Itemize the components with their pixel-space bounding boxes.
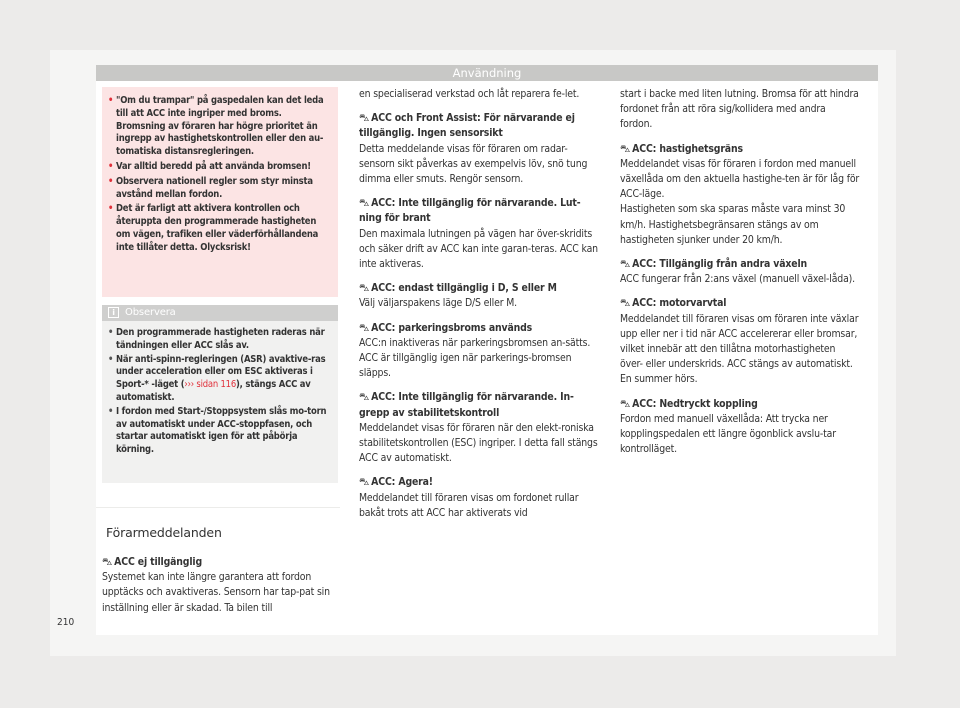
message-text: Välj väljarspakens läge D/S eller M. [359, 297, 517, 310]
message-text: Meddelandet till föraren visas om föraren inte växlar upp eller ner i tid när ACC accelererar eller bromsar, vilket innebär att den tillåtna motorhastigheten över- eller underskrids. ACC stängs av automatiskt. En summer hörs. [620, 312, 859, 386]
note-item: • I fordon med Start-/Stoppsystem slås mo-torn av automatiskt under ACC-stoppfasen, och startar automatiskt igen för att påbörja körning. [108, 406, 332, 457]
message-heading: ACC: parkeringsbroms används [371, 321, 533, 334]
message-heading: ACC: Nedtryckt koppling [632, 397, 758, 410]
car-warning-icon: ⛍ [359, 477, 370, 489]
warning-item: • "Om du trampar" på gaspedalen kan det leda till att ACC inte ingriper med broms. Bromsning av föraren har högre prioritet än ingrepp av hastighetskontrollen eller den au-tomatiska distansregleringen. [108, 95, 332, 159]
message-heading: ACC: hastighetsgräns [632, 142, 743, 155]
warning-item: • Observera nationell regler som styr minsta avstånd mellan fordon. [108, 176, 332, 202]
column-3 [620, 87, 860, 457]
message-text: Den maximala lutningen på vägen har över-skridits och säker drift av ACC kan inte garan-teras. ACC kan inte aktiveras. [359, 227, 598, 271]
note-item [108, 354, 332, 405]
message-text: ACC fungerar från 2:ans växel (manuell växel-låda). [620, 273, 855, 286]
column-2 [359, 87, 599, 521]
warning-item: • Det är farligt att aktivera kontrollen och återuppta den programmerade hastigheten om vägen, trafiken eller väderförhållandena inte tillåter detta. Olycksrisk! [108, 203, 332, 254]
message-text: Hastigheten som ska sparas måste vara minst 30 km/h. Hastighetsbegränsaren stängs av om hastigheten sjunker under 20 km/h. [620, 203, 846, 246]
car-warning-icon: ⛍ [359, 283, 370, 295]
car-warning-icon: ⛍ [359, 113, 370, 125]
section-divider [96, 507, 340, 508]
message-text: Meddelandet till föraren visas om fordonet rullar bakåt trots att ACC har aktiverats vid [359, 491, 579, 519]
note-item-text: ), stängs ACC av automatiskt. [116, 379, 311, 403]
warning-box [102, 87, 338, 297]
message-heading: ACC: endast tillgänglig i D, S eller M [371, 282, 557, 295]
message-text: Detta meddelande visas för föraren om radar-sensorn sikt påverkas av exempelvis löv, snö tung dimma eller smuts. Rengör sensorn. [359, 142, 588, 186]
car-warning-icon: ⛍ [359, 392, 370, 404]
message-text: Meddelandet visas för föraren när den elekt-roniska stabilitetskontrollen (ESC) ingriper. I detta fall stängs ACC av automatiskt. [359, 421, 598, 465]
page-reference-link[interactable]: ››› sidan 116 [184, 379, 237, 391]
page-content [96, 65, 878, 635]
page-header: Användning [96, 65, 878, 81]
message-text: Meddelandet visas för föraren i fordon med manuell växellåda om den aktuella hastighe-ten är för låg för ACC-läge. [620, 157, 860, 201]
page-number: 210 [57, 617, 75, 628]
note-item-text: När anti-spinn-regleringen (ASR) avaktive-ras under acceleration eller om ESC aktiveras i Sport-* -läget ( [116, 353, 326, 391]
message-text: Fordon med manuell växellåda: Att trycka ner kopplingspedalen ett längre ögonblick avslu-tar kontrolläget. [620, 412, 836, 456]
paragraph: start i backe med liten lutning. Bromsa för att hindra fordonet från att röra sig/kollidera med andra fordon. [620, 88, 859, 131]
message-heading: ACC: Inte tillgänglig för närvarande. Lut-ning för brant [359, 197, 581, 225]
car-warning-icon: ⛍ [620, 398, 631, 410]
car-warning-icon: ⛍ [620, 259, 631, 271]
message-heading: ACC: Inte tillgänglig för närvarande. In-grepp av stabilitetskontroll [359, 391, 574, 419]
car-warning-icon: ⛍ [359, 198, 370, 210]
column-1 [96, 65, 346, 635]
paragraph: en specialiserad verkstad och låt reparera fe-let. [359, 88, 580, 100]
page [50, 50, 896, 656]
car-warning-icon: ⛍ [102, 557, 113, 568]
note-header [102, 305, 338, 321]
message-text: Systemet kan inte längre garantera att fordon upptäcks och avaktiveras. Sensorn har tap-pat sin inställning eller är skadad. Ta bilen till [102, 571, 330, 614]
warning-item: • Var alltid beredd på att använda bromsen! [108, 161, 332, 174]
info-icon: i [108, 307, 119, 318]
car-warning-icon: ⛍ [620, 298, 631, 310]
message-text: ACC:n inaktiveras när parkeringsbromsen an-sätts. ACC är tillgänglig igen när parkerings-bromsen släpps. [359, 336, 591, 380]
message-heading: ACC och Front Assist: För närvarande ej tillgänglig. Ingen sensorsikt [359, 112, 575, 140]
car-warning-icon: ⛍ [620, 143, 631, 155]
note-item: • Den programmerade hastigheten raderas när tändningen eller ACC slås av. [108, 327, 332, 353]
note-title: Observera [125, 307, 176, 318]
message-heading: ACC: Agera! [371, 476, 433, 489]
message-heading: ACC: Tillgänglig från andra växeln [632, 258, 808, 271]
section-title: Förarmeddelanden [106, 525, 222, 540]
note-box [102, 305, 338, 483]
message-heading: ACC: motorvarvtal [632, 297, 727, 310]
car-warning-icon: ⛍ [359, 322, 370, 334]
message-entry [102, 555, 342, 616]
message-heading: ACC ej tillgänglig [114, 556, 202, 568]
